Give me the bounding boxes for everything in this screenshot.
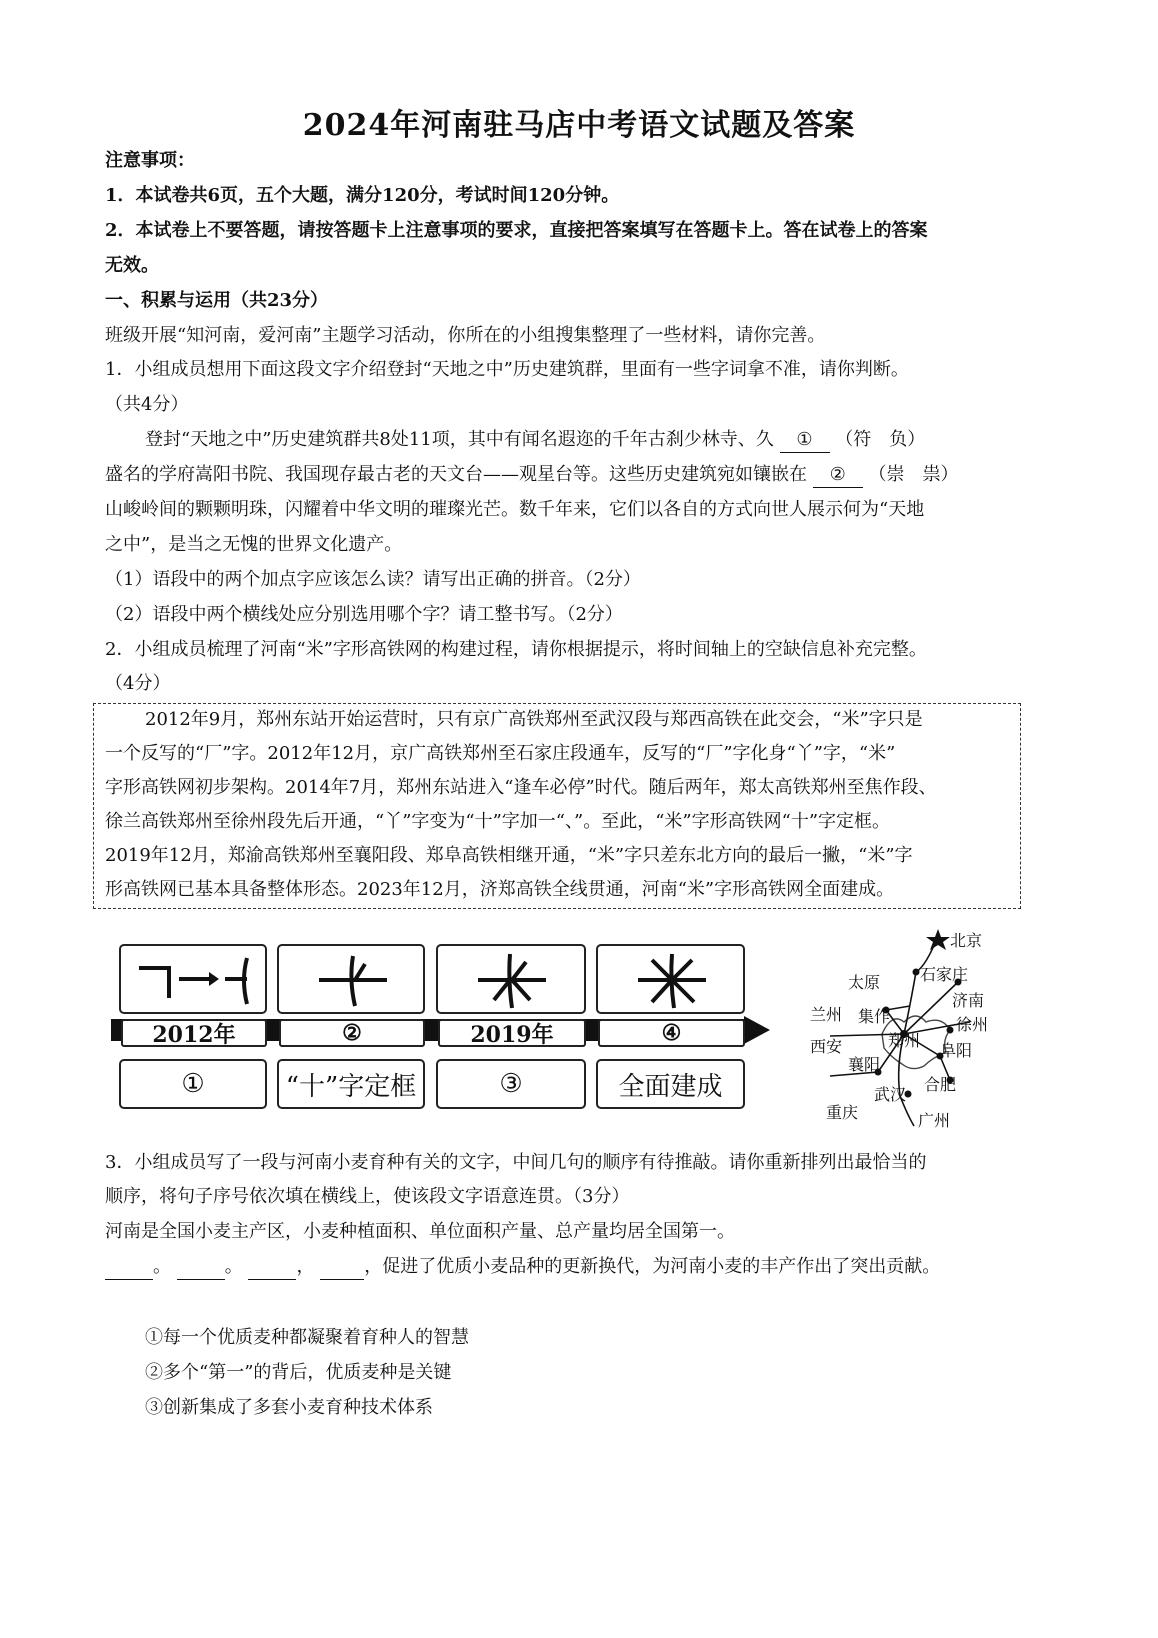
glyph-box-4: [596, 944, 745, 1014]
q3-answer-line: [105, 1255, 1065, 1280]
q1-passage-text: 登封“天地之中”历史建筑群共8处11项，其中有闻名遐迩的千年古刹少林寺、久: [145, 429, 774, 450]
timeline-year-2[interactable]: ②: [279, 1019, 425, 1047]
order-separator-1: 。: [153, 1256, 171, 1277]
material-line-4: 徐兰高铁郑州至徐州段先后开通，“丫”字变为“十”字加一“、”。至此，“米”字形高铁网“十”字定框。: [105, 811, 891, 832]
map-label-xiangyang: 襄阳: [848, 1055, 881, 1074]
answer-blank-1[interactable]: ①: [780, 428, 830, 453]
q1-stem-b: （共4分）: [105, 394, 189, 415]
map-label-guangzhou: 广州: [918, 1111, 951, 1130]
q3-stem-b: 顺序，将句子序号依次填在横线上，使该段文字语意连贯。（3分）: [105, 1186, 630, 1207]
order-blank-2[interactable]: [177, 1255, 225, 1280]
map-label-chongqing: 重庆: [826, 1103, 859, 1122]
map-label-beijing: 北京: [950, 931, 983, 950]
timeline-label-2: “十”字定框: [277, 1059, 425, 1109]
material-line-6: 形高铁网已基本具备整体形态。2023年12月，济郑高铁全线贯通，河南“米”字形高铁网全面建成。: [105, 879, 895, 900]
q1-options-2: （崇 祟）: [868, 464, 959, 485]
q2-stem-a: 2．小组成员梳理了河南“米”字形高铁网的构建过程，请你根据提示，将时间轴上的空缺信息补充完整。: [105, 639, 927, 660]
map-label-hefei: 合肥: [924, 1075, 957, 1094]
q1-passage-line-1: [145, 428, 1105, 453]
map-label-xuzhou: 徐州: [956, 1015, 989, 1034]
q3-stem-a: 3．小组成员写了一段与河南小麦育种有关的文字，中间几句的顺序有待推敲。请你重新排列出最恰当的: [105, 1152, 927, 1173]
section-heading: 一、积累与运用（共23分）: [105, 290, 329, 311]
q1-sub-2: （2）语段中两个横线处应分别选用哪个字？请工整书写。（2分）: [105, 604, 623, 625]
timeline-year-3: 2019年: [438, 1019, 586, 1047]
q3-option-1: ①每一个优质麦种都凝聚着育种人的智慧: [145, 1327, 469, 1348]
map-label-xian: 西安: [810, 1037, 843, 1056]
order-separator-2: 。: [224, 1256, 243, 1277]
q1-passage-line-3: 山峻岭间的颗颗明珠，闪耀着中华文明的璀璨光芒。数千年来，它们以各自的方式向世人展示何为“天地: [105, 499, 925, 520]
q1-sub-1: （1）语段中的两个加点字应该怎么读？请写出正确的拼音。（2分）: [105, 569, 641, 590]
notice-heading: 注意事项：: [105, 150, 195, 171]
answer-blank-2[interactable]: ②: [813, 463, 863, 488]
reversed-chang-glyph-icon: [121, 946, 265, 1012]
timeline-arrow-icon: [744, 1014, 772, 1046]
section-intro: 班级开展“知河南，爱河南”主题学习活动，你所在的小组搜集整理了一些材料，请你完善。: [105, 325, 826, 346]
map-label-taiyuan: 太原: [848, 973, 881, 992]
map-label-shijiazhuang: 石家庄: [920, 965, 969, 984]
q1-options-1: （符 负）: [835, 429, 926, 450]
map-label-zhengzhou: 郑州: [888, 1031, 921, 1050]
mi-glyph-icon: [598, 946, 743, 1012]
capital-star-icon: [926, 929, 950, 950]
railway-map: [800, 926, 1020, 1136]
page-title: 2024年河南驻马店中考语文试题及答案: [302, 108, 856, 143]
notice-item-1: 1．本试卷共6页，五个大题，满分120分，考试时间120分钟。: [105, 185, 620, 206]
q1-stem-a: 1．小组成员想用下面这段文字介绍登封“天地之中”历史建筑群，里面有一些字词拿不准，请你判断。: [105, 359, 909, 380]
cross-glyph-icon: [438, 946, 584, 1012]
timeline-year-1: 2012年: [121, 1019, 267, 1047]
q1-passage-line-4: 之中”，是当之无愧的世界文化遗产。: [105, 534, 403, 555]
material-line-5: 2019年12月，郑渝高铁郑州至襄阳段、郑阜高铁相继开通，“米”字只差东北方向的最后一撇，“米”字: [105, 845, 913, 866]
map-label-lanzhou: 兰州: [810, 1005, 843, 1024]
map-label-jiaozuo: 集作: [858, 1007, 891, 1026]
q3-option-3: ③创新集成了多套小麦育种技术体系: [145, 1397, 433, 1418]
q3-lead: 河南是全国小麦主产区，小麦种植面积、单位面积产量、总产量均居全国第一。: [105, 1221, 735, 1242]
timeline-label-3[interactable]: ③: [436, 1059, 586, 1109]
ya-shape-glyph-icon: [279, 946, 423, 1012]
material-line-3: 字形高铁网初步架构。2014年7月，郑州东站进入“逢车必停”时代。随后两年，郑太高铁郑州至焦作段、: [105, 777, 937, 798]
q3-tail: ，促进了优质小麦品种的更新换代，为河南小麦的丰产作出了突出贡献。: [364, 1256, 941, 1277]
glyph-box-2: [277, 944, 425, 1014]
q3-option-2: ②多个“第一”的背后，优质麦种是关键: [145, 1362, 452, 1383]
notice-item-2b: 无效。: [105, 255, 159, 276]
timeline-label-1[interactable]: ①: [119, 1059, 267, 1109]
timeline-year-4[interactable]: ④: [598, 1019, 745, 1047]
order-blank-4[interactable]: [320, 1255, 364, 1280]
glyph-box-1: [119, 944, 267, 1014]
glyph-box-3: [436, 944, 586, 1014]
q2-stem-b: （4分）: [105, 673, 171, 694]
map-label-jinan: 济南: [952, 991, 985, 1010]
q1-passage-line-2: [105, 463, 1065, 488]
order-separator-3: ，: [296, 1256, 315, 1277]
order-blank-3[interactable]: [248, 1255, 296, 1280]
notice-item-2a: 2．本试卷上不要答题，请按答题卡上注意事项的要求，直接把答案填写在答题卡上。答在试卷上的答案: [105, 220, 928, 241]
map-label-wuhan: 武汉: [874, 1085, 907, 1104]
map-label-fuyang: 阜阳: [940, 1041, 973, 1060]
q1-passage-text: 盛名的学府嵩阳书院、我国现存最古老的天文台——观星台等。这些历史建筑宛如镶嵌在: [105, 464, 807, 485]
timeline-label-4: 全面建成: [596, 1059, 745, 1109]
material-line-1: 2012年9月，郑州东站开始运营时，只有京广高铁郑州至武汉段与郑西高铁在此交会，“米”字只是: [145, 709, 923, 730]
order-blank-1[interactable]: [105, 1255, 153, 1280]
material-line-2: 一个反写的“厂”字。2012年12月，京广高铁郑州至石家庄段通车，反写的“厂”字化身“丫”字，“米”: [105, 743, 896, 764]
